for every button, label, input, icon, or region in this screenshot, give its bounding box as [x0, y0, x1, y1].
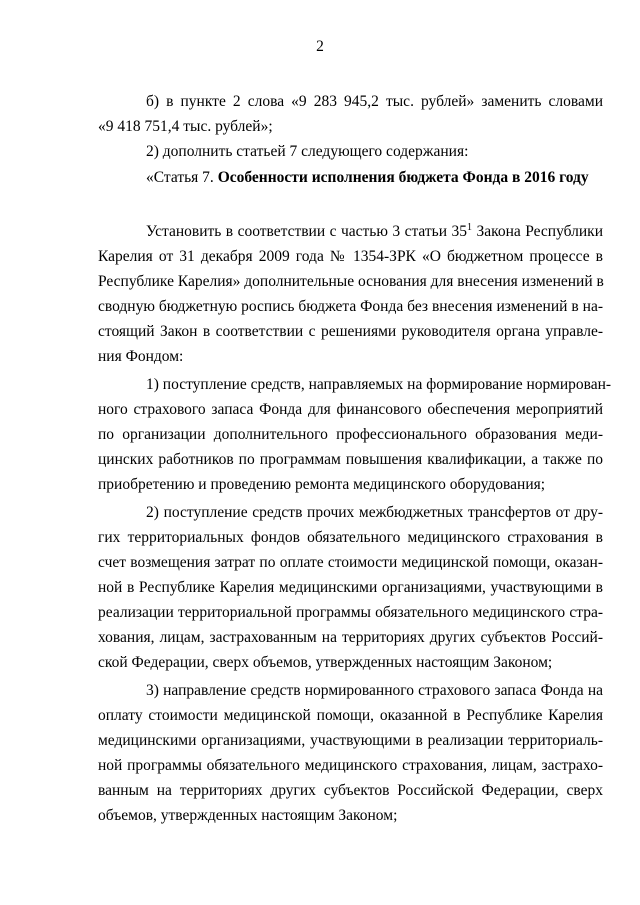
text-line: по организации дополнительного профессионального образования меди-	[98, 426, 603, 443]
text-line: оплату стоимости медицинской помощи, оказанной в Республике Карелия	[98, 707, 603, 724]
superscript: 1	[467, 222, 472, 233]
text-line: 1) поступление средств, направляемых на формирование нормирован-	[146, 376, 612, 393]
text-line: б) в пункте 2 слова «9 283 945,2 тыс. рублей» заменить словами	[146, 93, 603, 110]
text-line: 2) дополнить статьей 7 следующего содержания:	[146, 143, 469, 160]
text-line: медицинскими организациями, участвующими в реализации территориаль-	[98, 732, 603, 749]
text-line: объемов, утвержденных настоящим Законом;	[98, 807, 398, 824]
text-line: ния Фондом:	[98, 348, 184, 365]
text-line	[146, 222, 603, 242]
text-line: ванным на территориях других субъектов Российской Федерации, сверх	[98, 782, 603, 799]
article-title: Особенности исполнения бюджета Фонда в 2016 году	[217, 169, 589, 186]
text-line: ной программы обязательного медицинского страхования, лицам, застрахо-	[98, 757, 603, 774]
text-line: 2) поступление средств прочих межбюджетных трансфертов от дру-	[146, 504, 603, 521]
text-span: Установить в соответствии с частью 3 статьи 35	[146, 223, 467, 240]
text-span: Закона Республики	[472, 223, 603, 240]
text-line: Республике Карелия» дополнительные основания для внесения изменений в	[98, 273, 604, 290]
article-prefix: «Статья 7.	[146, 169, 218, 186]
text-line: реализации территориальной программы обязательного медицинского стра-	[98, 604, 603, 621]
page-number: 2	[316, 38, 324, 55]
text-line: ного страхового запаса Фонда для финансового обеспечения мероприятий	[98, 401, 603, 418]
article-heading	[146, 168, 589, 188]
text-line: 3) направление средств нормированного страхового запаса Фонда на	[146, 682, 603, 699]
text-line: ской Федерации, сверх объемов, утвержденных настоящим Законом;	[98, 654, 553, 671]
text-line: ной в Республике Карелия медицинскими организациями, участвующими в	[98, 579, 603, 596]
text-line: приобретению и проведению ремонта медицинского оборудования;	[98, 476, 546, 493]
text-line: хования, лицам, застрахованным на территориях других субъектов Россий-	[98, 629, 603, 646]
text-line: цинских работников по программам повышения квалификации, а также по	[98, 451, 603, 468]
text-line: гих территориальных фондов обязательного медицинского страхования в	[98, 529, 603, 546]
text-line: счет возмещения затрат по оплате стоимости медицинской помощи, оказан-	[98, 554, 603, 571]
text-line: стоящий Закон в соответствии с решениями руководителя органа управле-	[98, 323, 603, 340]
text-line: «9 418 751,4 тыс. рублей»;	[98, 118, 273, 135]
text-line: Карелия от 31 декабря 2009 года № 1354-ЗРК «О бюджетном процессе в	[98, 248, 603, 265]
text-line: сводную бюджетную роспись бюджета Фонда без внесения изменений в на-	[98, 298, 603, 315]
